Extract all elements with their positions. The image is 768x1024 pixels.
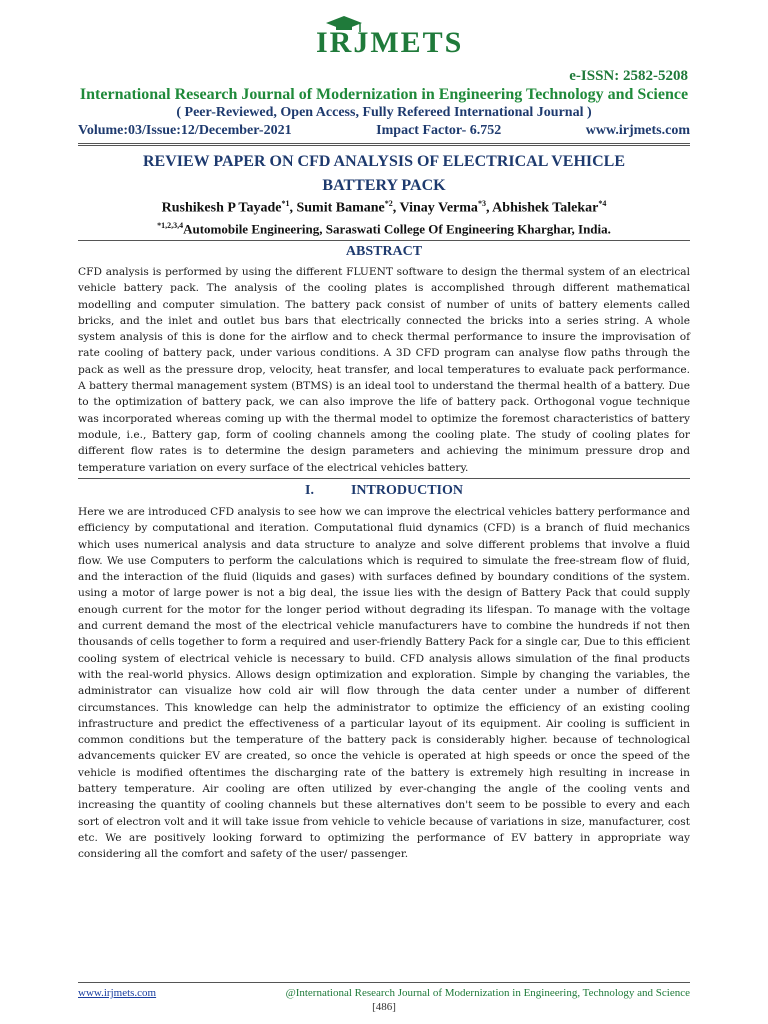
abstract-heading: ABSTRACT (345, 244, 423, 259)
title-line-1: REVIEW PAPER ON CFD ANALYSIS OF ELECTRICAL VEHICLE (142, 153, 626, 170)
journal-logo (316, 12, 464, 64)
author-name: Sumit Bamane (296, 200, 385, 216)
volume-row (78, 123, 690, 139)
author-name: Vinay Verma (399, 200, 478, 216)
impact-factor: Impact Factor- 6.752 (376, 123, 502, 138)
affiliation-sup: *1,2,3,4 (157, 221, 184, 230)
author-name: Abhishek Talekar (492, 200, 599, 216)
section-title: INTRODUCTION (350, 483, 463, 498)
author-sup: *4 (598, 199, 607, 208)
header-rule (78, 143, 690, 144)
author-name: Rushikesh P Tayade (161, 200, 282, 216)
title-line-2: BATTERY PACK (322, 177, 446, 194)
authors: Rushikesh P Tayade$^{*1}$, Sumit Bamane$^{*2}$, Vinay Verma$^{*3}$, Abhishek Talekar$^{*4}$ (161, 199, 607, 216)
volume-issue: Volume:03/Issue:12/December-2021 (78, 123, 292, 138)
logo-text: IRJMETS (316, 26, 464, 59)
footer-copyright: @International Research Journal of Modernization in Engineering, Technology and Science (285, 987, 690, 999)
header-rule-2 (78, 145, 690, 146)
abstract-text: CFD analysis is performed by using the different FLUENT software to design the thermal system of an electrical vehicle battery pack. The analysis of the cooling plates is accomplished through different mathematical modelling and computer simulation. The battery pack consist of number of units of battery elements called bricks, and the inlet and outlet bus bars that electrically connected the bricks into a series string. A whole system analysis of this is done for the airflow and to check thermal performance to insure the improvisation of rate cooling of battery pack, under various conditions. A 3D CFD program can analyse flow paths through the pack as well as the pressure drop, velocity, heat transfer, and local temperatures to evaluate pack performance. A battery thermal management system (BTMS) is an ideal tool to understand the thermal health of a battery. Due to the optimization of battery pack, we can also improve the life of battery pack. Orthogonal vogue technique was incorporated whereas coming up with the thermal model to optimize the foremost characteristics of battery module, i.e., Battery gap, form of cooling channels among the cooling plate. The study of cooling plates for different flow rates is to determine the design parameters and achieving the minimum pressure drop and temperature variation on every surface of the electrical vehicles battery. (78, 266, 690, 474)
author-sup: *1 (281, 199, 290, 208)
affiliation-text: Automobile Engineering, Saraswati College Of Engineering Kharghar, India. (183, 221, 611, 237)
author-sup: *3 (477, 199, 486, 208)
affiliation (0, 221, 768, 237)
footer-website-link[interactable]: www.irjmets.com (78, 987, 157, 999)
journal-name: International Research Journal of Modernization in Engineering Technology and Science (79, 86, 689, 103)
introduction-heading (0, 483, 768, 499)
author-sup: *2 (384, 199, 393, 208)
paper-title (0, 150, 768, 198)
introduction-text: Here we are introduced CFD analysis to see how we can improve the electrical vehicles battery performance and efficiency by computational and iteration. Computational fluid dynamics (CFD) is a branch of fluid mechanics which uses numerical analysis and data structure to analyze and solve different problems that involve a fluid flow. We use Computers to perform the calculations which is required to simulate the free-stream flow of fluid, and the interaction of the fluid (liquids and gases) with surfaces defined by boundary conditions of the system. using a motor of large power is not a big deal, the issue lies with the design of Battery Pack that could supply enough current for the motor for the longer period without degrading its lifespan. To manage with the voltage and current demand the most of the electrical vehicle manufacturers have to combine the hundreds if not then thousands of cells together to form a required and user-friendly Battery Pack for a single car, Due to this efficient cooling system of electrical vehicle is necessary to build. CFD analysis allows simulation of the final products with the real-world physics. Allows design optimization and exploration. Simple by changing the variables, the administrator can visualize how cold air will flow through the data center under a number of different circumstances. This knowledge can help the administrator to optimize the efficiency of an existing cooling infrastructure and predict the effectiveness of a particular layout of its equipment. Air cooling is sufficient in common conditions but the temperature of the battery pack is considerably higher. because of technological advancements quicker EV are created, so once the vehicle is operated at high speeds or once the speed of the vehicle is modified oftentimes the discharging rate of the battery is extremely high resulting in increase in battery temperature. Air cooling are often utilized by ever-changing the angle of the cooling vents and increasing the quantity of cooling channels but these alternatives don't seem to be possible to every and each sort of electron volt and it will take issue from vehicle to vehicle because of variations in size, manufacturer, cost etc. We are positively looking forward to optimizing the performance of EV battery in appropriate way considering all the comfort and safety of the user/ passenger. (78, 506, 690, 861)
eissn: e-ISSN: 2582-5208 (569, 68, 688, 84)
affiliation-rule (78, 240, 690, 241)
footer-rule (78, 982, 690, 983)
peer-reviewed-line: ( Peer-Reviewed, Open Access, Fully Refereed International Journal ) (176, 105, 592, 120)
abstract-rule (78, 478, 690, 479)
page-number: [486] (372, 1001, 396, 1013)
section-number: I. (305, 483, 314, 498)
website: www.irjmets.com (585, 123, 690, 138)
